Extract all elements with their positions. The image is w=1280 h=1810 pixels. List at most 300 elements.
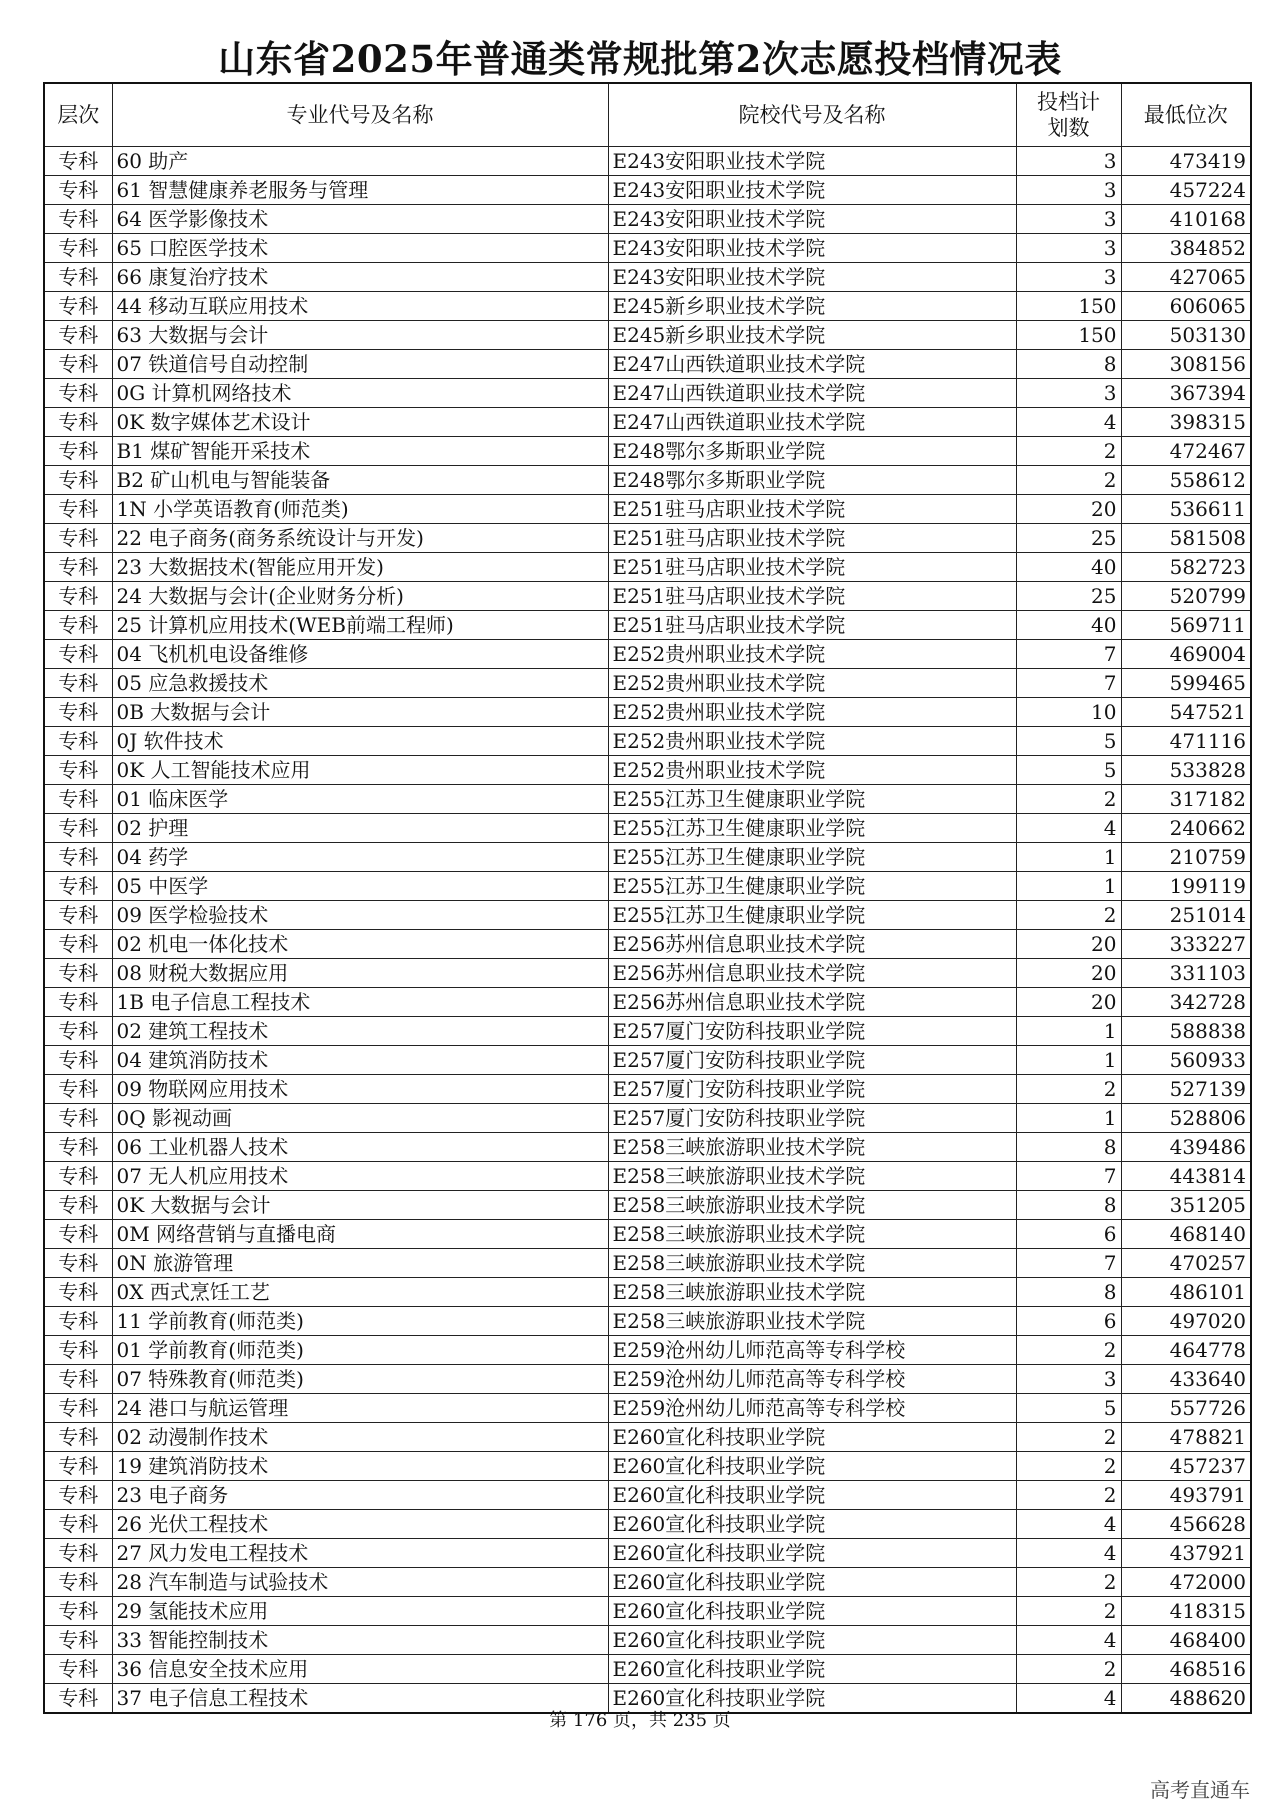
cell-plan: 7 <box>1016 669 1121 698</box>
cell-min-rank: 569711 <box>1121 611 1251 640</box>
cell-level: 专科 <box>44 872 112 901</box>
table-row <box>44 756 1251 785</box>
cell-school: E260宣化科技职业学院 <box>608 1510 1016 1539</box>
table-body <box>44 147 1251 1714</box>
cell-level: 专科 <box>44 582 112 611</box>
table-row <box>44 379 1251 408</box>
cell-school: E251驻马店职业技术学院 <box>608 553 1016 582</box>
cell-min-rank: 464778 <box>1121 1336 1251 1365</box>
cell-major: 27 风力发电工程技术 <box>112 1539 608 1568</box>
cell-plan: 4 <box>1016 814 1121 843</box>
cell-min-rank: 536611 <box>1121 495 1251 524</box>
table-row <box>44 901 1251 930</box>
cell-min-rank: 468140 <box>1121 1220 1251 1249</box>
cell-school: E243安阳职业技术学院 <box>608 147 1016 176</box>
cell-plan: 5 <box>1016 756 1121 785</box>
table-row <box>44 1220 1251 1249</box>
cell-school: E258三峡旅游职业技术学院 <box>608 1249 1016 1278</box>
admission-table <box>43 82 1252 1714</box>
cell-level: 专科 <box>44 1336 112 1365</box>
cell-major: 08 财税大数据应用 <box>112 959 608 988</box>
cell-school: E255江苏卫生健康职业学院 <box>608 901 1016 930</box>
cell-major: 0X 西式烹饪工艺 <box>112 1278 608 1307</box>
cell-school: E256苏州信息职业技术学院 <box>608 930 1016 959</box>
cell-school: E245新乡职业技术学院 <box>608 321 1016 350</box>
cell-min-rank: 560933 <box>1121 1046 1251 1075</box>
cell-min-rank: 486101 <box>1121 1278 1251 1307</box>
cell-plan: 20 <box>1016 930 1121 959</box>
cell-major: 0N 旅游管理 <box>112 1249 608 1278</box>
cell-school: E243安阳职业技术学院 <box>608 176 1016 205</box>
table-row <box>44 524 1251 553</box>
header-school: 院校代号及名称 <box>608 83 1016 147</box>
cell-plan: 5 <box>1016 1394 1121 1423</box>
cell-major: 0K 大数据与会计 <box>112 1191 608 1220</box>
cell-major: 02 护理 <box>112 814 608 843</box>
cell-major: 22 电子商务(商务系统设计与开发) <box>112 524 608 553</box>
cell-school: E247山西铁道职业技术学院 <box>608 379 1016 408</box>
cell-plan: 4 <box>1016 1510 1121 1539</box>
table-row <box>44 553 1251 582</box>
cell-school: E245新乡职业技术学院 <box>608 292 1016 321</box>
table-row <box>44 1133 1251 1162</box>
cell-min-rank: 488620 <box>1121 1684 1251 1714</box>
cell-plan: 7 <box>1016 1162 1121 1191</box>
table-row <box>44 988 1251 1017</box>
cell-level: 专科 <box>44 205 112 234</box>
cell-level: 专科 <box>44 1075 112 1104</box>
cell-major: 05 中医学 <box>112 872 608 901</box>
cell-plan: 40 <box>1016 553 1121 582</box>
cell-school: E255江苏卫生健康职业学院 <box>608 843 1016 872</box>
cell-school: E260宣化科技职业学院 <box>608 1452 1016 1481</box>
cell-major: 33 智能控制技术 <box>112 1626 608 1655</box>
cell-level: 专科 <box>44 466 112 495</box>
cell-min-rank: 468516 <box>1121 1655 1251 1684</box>
cell-plan: 3 <box>1016 234 1121 263</box>
cell-plan: 3 <box>1016 379 1121 408</box>
cell-major: 09 物联网应用技术 <box>112 1075 608 1104</box>
cell-plan: 20 <box>1016 988 1121 1017</box>
cell-level: 专科 <box>44 988 112 1017</box>
cell-plan: 2 <box>1016 1423 1121 1452</box>
cell-min-rank: 493791 <box>1121 1481 1251 1510</box>
cell-plan: 6 <box>1016 1220 1121 1249</box>
cell-school: E258三峡旅游职业技术学院 <box>608 1133 1016 1162</box>
cell-level: 专科 <box>44 785 112 814</box>
cell-plan: 2 <box>1016 1075 1121 1104</box>
cell-min-rank: 469004 <box>1121 640 1251 669</box>
cell-min-rank: 251014 <box>1121 901 1251 930</box>
watermark: 高考直通车 <box>1150 1778 1250 1802</box>
header-plan-line1: 投档计 <box>1037 90 1100 114</box>
cell-school: E260宣化科技职业学院 <box>608 1655 1016 1684</box>
cell-plan: 4 <box>1016 1626 1121 1655</box>
cell-min-rank: 457224 <box>1121 176 1251 205</box>
cell-min-rank: 342728 <box>1121 988 1251 1017</box>
cell-plan: 2 <box>1016 1655 1121 1684</box>
cell-plan: 150 <box>1016 321 1121 350</box>
cell-school: E256苏州信息职业技术学院 <box>608 988 1016 1017</box>
table-row <box>44 1365 1251 1394</box>
cell-school: E257厦门安防科技职业学院 <box>608 1104 1016 1133</box>
cell-major: 0M 网络营销与直播电商 <box>112 1220 608 1249</box>
cell-school: E251驻马店职业技术学院 <box>608 495 1016 524</box>
cell-school: E260宣化科技职业学院 <box>608 1423 1016 1452</box>
cell-major: 04 建筑消防技术 <box>112 1046 608 1075</box>
cell-major: 37 电子信息工程技术 <box>112 1684 608 1714</box>
cell-level: 专科 <box>44 408 112 437</box>
cell-level: 专科 <box>44 1017 112 1046</box>
cell-school: E247山西铁道职业技术学院 <box>608 350 1016 379</box>
cell-min-rank: 384852 <box>1121 234 1251 263</box>
cell-plan: 2 <box>1016 1481 1121 1510</box>
header-level: 层次 <box>44 83 112 147</box>
cell-school: E259沧州幼儿师范高等专科学校 <box>608 1365 1016 1394</box>
cell-plan: 6 <box>1016 1307 1121 1336</box>
cell-major: 66 康复治疗技术 <box>112 263 608 292</box>
cell-major: 65 口腔医学技术 <box>112 234 608 263</box>
cell-plan: 3 <box>1016 205 1121 234</box>
cell-major: 24 港口与航运管理 <box>112 1394 608 1423</box>
cell-school: E248鄂尔多斯职业学院 <box>608 437 1016 466</box>
cell-school: E257厦门安防科技职业学院 <box>608 1075 1016 1104</box>
table-row <box>44 1278 1251 1307</box>
cell-min-rank: 557726 <box>1121 1394 1251 1423</box>
cell-level: 专科 <box>44 1452 112 1481</box>
cell-school: E260宣化科技职业学院 <box>608 1597 1016 1626</box>
cell-level: 专科 <box>44 959 112 988</box>
cell-min-rank: 558612 <box>1121 466 1251 495</box>
cell-plan: 3 <box>1016 263 1121 292</box>
cell-school: E256苏州信息职业技术学院 <box>608 959 1016 988</box>
cell-plan: 25 <box>1016 582 1121 611</box>
cell-school: E251驻马店职业技术学院 <box>608 524 1016 553</box>
cell-min-rank: 240662 <box>1121 814 1251 843</box>
cell-level: 专科 <box>44 1481 112 1510</box>
table-row <box>44 292 1251 321</box>
cell-major: 05 应急救援技术 <box>112 669 608 698</box>
header-plan <box>1016 83 1121 147</box>
cell-plan: 1 <box>1016 1017 1121 1046</box>
table-row <box>44 1568 1251 1597</box>
cell-school: E255江苏卫生健康职业学院 <box>608 785 1016 814</box>
cell-major: 1N 小学英语教育(师范类) <box>112 495 608 524</box>
cell-school: E243安阳职业技术学院 <box>608 234 1016 263</box>
table-row <box>44 611 1251 640</box>
cell-major: 02 建筑工程技术 <box>112 1017 608 1046</box>
cell-school: E260宣化科技职业学院 <box>608 1684 1016 1714</box>
cell-level: 专科 <box>44 1510 112 1539</box>
cell-plan: 1 <box>1016 872 1121 901</box>
cell-plan: 2 <box>1016 1336 1121 1365</box>
cell-major: 01 学前教育(师范类) <box>112 1336 608 1365</box>
cell-plan: 8 <box>1016 1133 1121 1162</box>
table-row <box>44 1510 1251 1539</box>
cell-level: 专科 <box>44 1539 112 1568</box>
table-header-row <box>44 83 1251 147</box>
cell-major: 0Q 影视动画 <box>112 1104 608 1133</box>
table-row <box>44 1394 1251 1423</box>
cell-level: 专科 <box>44 698 112 727</box>
table-row <box>44 727 1251 756</box>
table-row <box>44 1655 1251 1684</box>
cell-school: E251驻马店职业技术学院 <box>608 582 1016 611</box>
cell-level: 专科 <box>44 814 112 843</box>
cell-major: 64 医学影像技术 <box>112 205 608 234</box>
cell-level: 专科 <box>44 1423 112 1452</box>
cell-level: 专科 <box>44 437 112 466</box>
cell-plan: 4 <box>1016 1684 1121 1714</box>
cell-plan: 1 <box>1016 1046 1121 1075</box>
cell-school: E257厦门安防科技职业学院 <box>608 1046 1016 1075</box>
cell-min-rank: 472467 <box>1121 437 1251 466</box>
cell-level: 专科 <box>44 350 112 379</box>
cell-plan: 20 <box>1016 495 1121 524</box>
cell-level: 专科 <box>44 930 112 959</box>
table-row <box>44 669 1251 698</box>
cell-school: E243安阳职业技术学院 <box>608 205 1016 234</box>
table-row <box>44 959 1251 988</box>
cell-major: 24 大数据与会计(企业财务分析) <box>112 582 608 611</box>
cell-level: 专科 <box>44 1307 112 1336</box>
cell-school: E259沧州幼儿师范高等专科学校 <box>608 1336 1016 1365</box>
cell-level: 专科 <box>44 1365 112 1394</box>
cell-major: 0G 计算机网络技术 <box>112 379 608 408</box>
cell-plan: 3 <box>1016 176 1121 205</box>
cell-min-rank: 351205 <box>1121 1191 1251 1220</box>
cell-min-rank: 528806 <box>1121 1104 1251 1133</box>
cell-plan: 8 <box>1016 1191 1121 1220</box>
cell-min-rank: 581508 <box>1121 524 1251 553</box>
cell-level: 专科 <box>44 1684 112 1714</box>
cell-min-rank: 317182 <box>1121 785 1251 814</box>
cell-major: 0K 人工智能技术应用 <box>112 756 608 785</box>
table-row <box>44 1046 1251 1075</box>
cell-level: 专科 <box>44 321 112 350</box>
cell-plan: 3 <box>1016 147 1121 176</box>
cell-min-rank: 199119 <box>1121 872 1251 901</box>
cell-major: B1 煤矿智能开采技术 <box>112 437 608 466</box>
cell-plan: 5 <box>1016 727 1121 756</box>
table-row <box>44 205 1251 234</box>
cell-major: 0B 大数据与会计 <box>112 698 608 727</box>
cell-level: 专科 <box>44 727 112 756</box>
cell-min-rank: 418315 <box>1121 1597 1251 1626</box>
cell-school: E257厦门安防科技职业学院 <box>608 1017 1016 1046</box>
cell-level: 专科 <box>44 495 112 524</box>
cell-level: 专科 <box>44 1568 112 1597</box>
cell-min-rank: 398315 <box>1121 408 1251 437</box>
cell-min-rank: 443814 <box>1121 1162 1251 1191</box>
cell-min-rank: 437921 <box>1121 1539 1251 1568</box>
cell-plan: 2 <box>1016 785 1121 814</box>
cell-min-rank: 433640 <box>1121 1365 1251 1394</box>
cell-level: 专科 <box>44 1626 112 1655</box>
cell-min-rank: 533828 <box>1121 756 1251 785</box>
cell-plan: 2 <box>1016 437 1121 466</box>
cell-min-rank: 427065 <box>1121 263 1251 292</box>
cell-major: 0K 数字媒体艺术设计 <box>112 408 608 437</box>
cell-level: 专科 <box>44 611 112 640</box>
table-row <box>44 1075 1251 1104</box>
cell-level: 专科 <box>44 1597 112 1626</box>
page-footer: 第 176 页，共 235 页 <box>549 1710 731 1731</box>
table-row <box>44 843 1251 872</box>
cell-min-rank: 503130 <box>1121 321 1251 350</box>
table-row <box>44 1191 1251 1220</box>
cell-school: E252贵州职业技术学院 <box>608 640 1016 669</box>
cell-min-rank: 410168 <box>1121 205 1251 234</box>
cell-level: 专科 <box>44 553 112 582</box>
table-row <box>44 1336 1251 1365</box>
table-row <box>44 147 1251 176</box>
cell-level: 专科 <box>44 1220 112 1249</box>
table-row <box>44 321 1251 350</box>
table-row <box>44 437 1251 466</box>
cell-level: 专科 <box>44 524 112 553</box>
table-row <box>44 234 1251 263</box>
cell-level: 专科 <box>44 147 112 176</box>
cell-major: 11 学前教育(师范类) <box>112 1307 608 1336</box>
cell-min-rank: 439486 <box>1121 1133 1251 1162</box>
cell-plan: 4 <box>1016 1539 1121 1568</box>
cell-school: E258三峡旅游职业技术学院 <box>608 1278 1016 1307</box>
cell-min-rank: 456628 <box>1121 1510 1251 1539</box>
cell-school: E247山西铁道职业技术学院 <box>608 408 1016 437</box>
cell-plan: 2 <box>1016 466 1121 495</box>
cell-school: E258三峡旅游职业技术学院 <box>608 1162 1016 1191</box>
table-row <box>44 263 1251 292</box>
cell-major: B2 矿山机电与智能装备 <box>112 466 608 495</box>
table-row <box>44 785 1251 814</box>
cell-plan: 1 <box>1016 1104 1121 1133</box>
header-min-rank: 最低位次 <box>1121 83 1251 147</box>
cell-min-rank: 470257 <box>1121 1249 1251 1278</box>
cell-major: 06 工业机器人技术 <box>112 1133 608 1162</box>
cell-min-rank: 497020 <box>1121 1307 1251 1336</box>
cell-min-rank: 331103 <box>1121 959 1251 988</box>
cell-major: 36 信息安全技术应用 <box>112 1655 608 1684</box>
cell-major: 61 智慧健康养老服务与管理 <box>112 176 608 205</box>
cell-school: E258三峡旅游职业技术学院 <box>608 1220 1016 1249</box>
cell-level: 专科 <box>44 1104 112 1133</box>
cell-min-rank: 367394 <box>1121 379 1251 408</box>
cell-plan: 10 <box>1016 698 1121 727</box>
cell-level: 专科 <box>44 1394 112 1423</box>
table-row <box>44 466 1251 495</box>
cell-plan: 40 <box>1016 611 1121 640</box>
cell-school: E248鄂尔多斯职业学院 <box>608 466 1016 495</box>
cell-plan: 2 <box>1016 1452 1121 1481</box>
cell-major: 19 建筑消防技术 <box>112 1452 608 1481</box>
cell-min-rank: 547521 <box>1121 698 1251 727</box>
table-row <box>44 872 1251 901</box>
cell-school: E260宣化科技职业学院 <box>608 1539 1016 1568</box>
cell-level: 专科 <box>44 292 112 321</box>
cell-min-rank: 473419 <box>1121 147 1251 176</box>
cell-major: 23 大数据技术(智能应用开发) <box>112 553 608 582</box>
cell-level: 专科 <box>44 1655 112 1684</box>
cell-min-rank: 468400 <box>1121 1626 1251 1655</box>
cell-min-rank: 588838 <box>1121 1017 1251 1046</box>
cell-level: 专科 <box>44 263 112 292</box>
cell-major: 1B 电子信息工程技术 <box>112 988 608 1017</box>
table-row <box>44 1423 1251 1452</box>
table-row <box>44 1626 1251 1655</box>
cell-major: 25 计算机应用技术(WEB前端工程师) <box>112 611 608 640</box>
cell-min-rank: 582723 <box>1121 553 1251 582</box>
cell-plan: 2 <box>1016 1568 1121 1597</box>
cell-major: 07 铁道信号自动控制 <box>112 350 608 379</box>
header-major: 专业代号及名称 <box>112 83 608 147</box>
cell-min-rank: 599465 <box>1121 669 1251 698</box>
table-row <box>44 1539 1251 1568</box>
cell-level: 专科 <box>44 669 112 698</box>
cell-major: 04 飞机机电设备维修 <box>112 640 608 669</box>
table-row <box>44 1481 1251 1510</box>
cell-plan: 8 <box>1016 1278 1121 1307</box>
table-row <box>44 495 1251 524</box>
cell-major: 29 氢能技术应用 <box>112 1597 608 1626</box>
cell-major: 63 大数据与会计 <box>112 321 608 350</box>
cell-level: 专科 <box>44 1133 112 1162</box>
cell-major: 02 机电一体化技术 <box>112 930 608 959</box>
cell-major: 0J 软件技术 <box>112 727 608 756</box>
table-row <box>44 582 1251 611</box>
cell-min-rank: 471116 <box>1121 727 1251 756</box>
table-row <box>44 698 1251 727</box>
cell-school: E260宣化科技职业学院 <box>608 1626 1016 1655</box>
cell-major: 09 医学检验技术 <box>112 901 608 930</box>
cell-plan: 20 <box>1016 959 1121 988</box>
cell-plan: 3 <box>1016 1365 1121 1394</box>
cell-plan: 2 <box>1016 1597 1121 1626</box>
cell-major: 28 汽车制造与试验技术 <box>112 1568 608 1597</box>
table-row <box>44 1162 1251 1191</box>
cell-min-rank: 472000 <box>1121 1568 1251 1597</box>
table-row <box>44 1597 1251 1626</box>
cell-level: 专科 <box>44 1249 112 1278</box>
cell-major: 23 电子商务 <box>112 1481 608 1510</box>
cell-school: E252贵州职业技术学院 <box>608 727 1016 756</box>
cell-major: 02 动漫制作技术 <box>112 1423 608 1452</box>
cell-level: 专科 <box>44 843 112 872</box>
cell-level: 专科 <box>44 1162 112 1191</box>
cell-major: 07 特殊教育(师范类) <box>112 1365 608 1394</box>
cell-level: 专科 <box>44 756 112 785</box>
cell-school: E258三峡旅游职业技术学院 <box>608 1307 1016 1336</box>
cell-min-rank: 606065 <box>1121 292 1251 321</box>
page-title: 山东省2025年普通类常规批第2次志愿投档情况表 <box>218 37 1062 81</box>
table-row <box>44 1017 1251 1046</box>
cell-plan: 8 <box>1016 350 1121 379</box>
table-row <box>44 350 1251 379</box>
cell-level: 专科 <box>44 901 112 930</box>
cell-school: E260宣化科技职业学院 <box>608 1481 1016 1510</box>
cell-school: E258三峡旅游职业技术学院 <box>608 1191 1016 1220</box>
table-row <box>44 176 1251 205</box>
cell-school: E251驻马店职业技术学院 <box>608 611 1016 640</box>
cell-school: E252贵州职业技术学院 <box>608 698 1016 727</box>
table-row <box>44 814 1251 843</box>
cell-school: E255江苏卫生健康职业学院 <box>608 872 1016 901</box>
cell-major: 44 移动互联应用技术 <box>112 292 608 321</box>
cell-min-rank: 527139 <box>1121 1075 1251 1104</box>
cell-school: E252贵州职业技术学院 <box>608 669 1016 698</box>
cell-major: 04 药学 <box>112 843 608 872</box>
cell-major: 60 助产 <box>112 147 608 176</box>
